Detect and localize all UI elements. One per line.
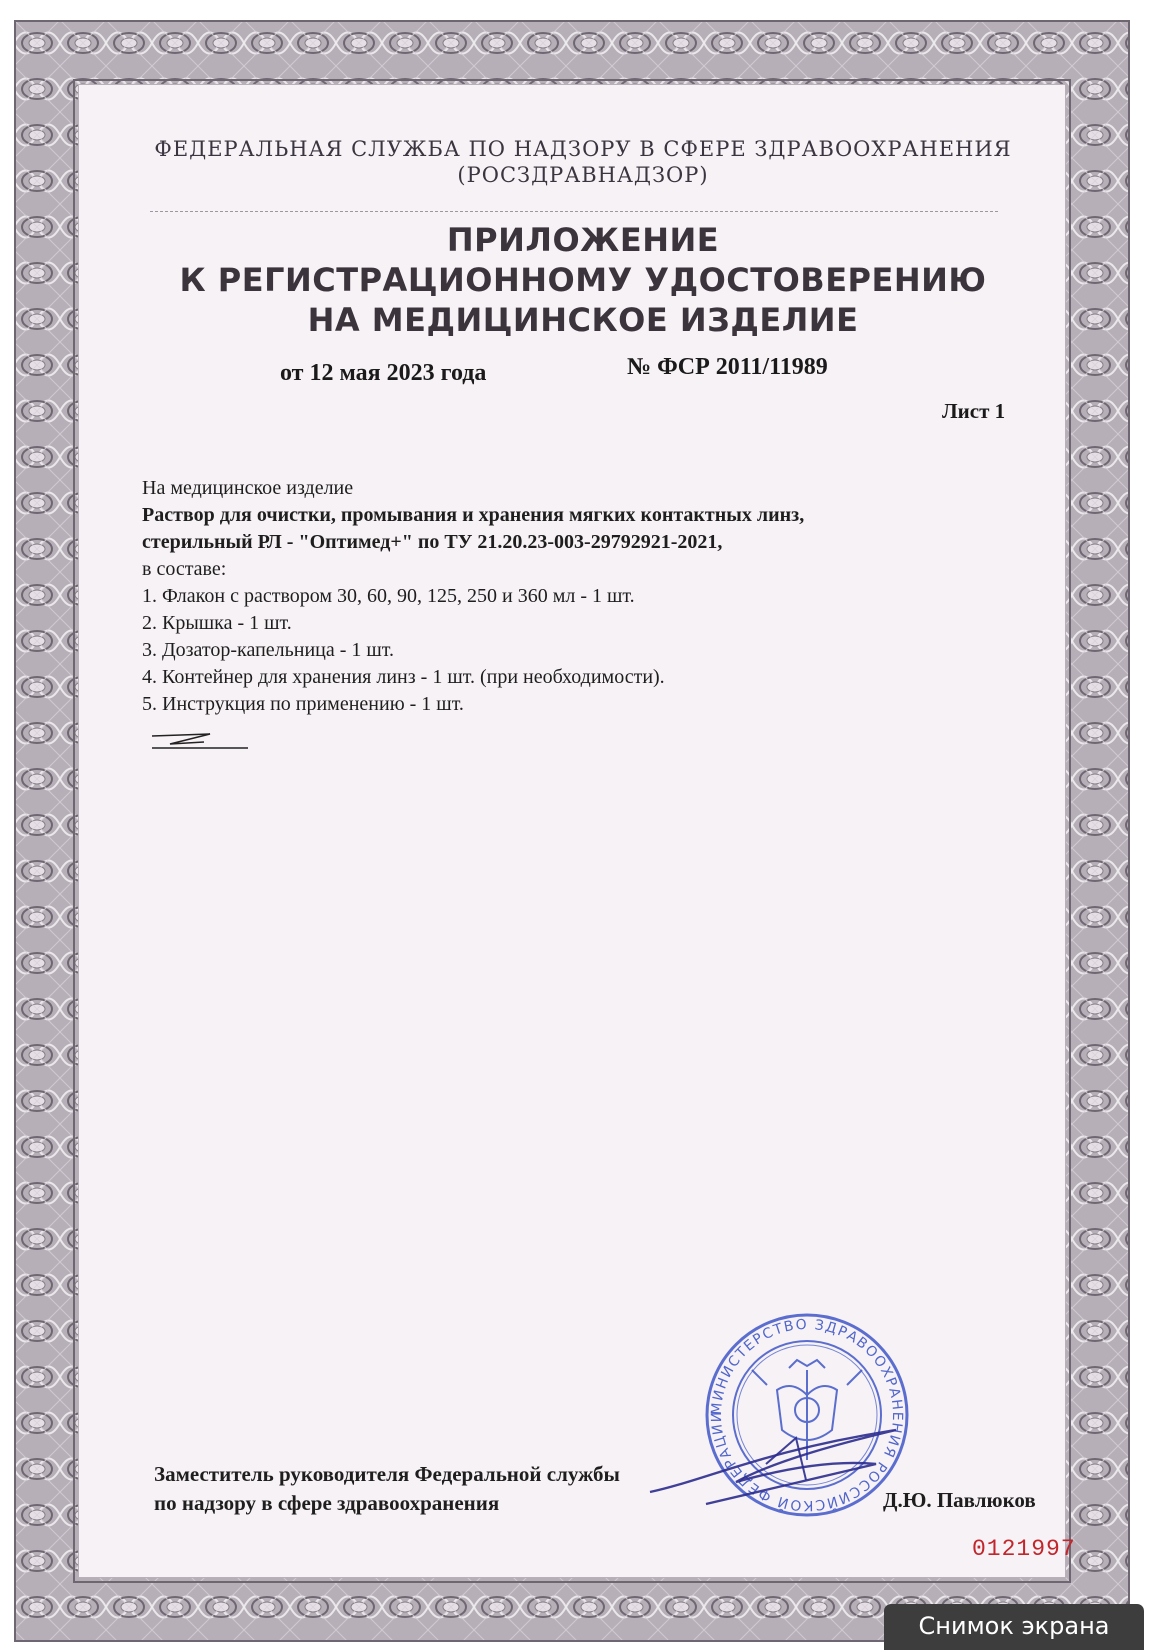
list-item: 1. Флакон с раствором 30, 60, 90, 125, 250 и 360 мл - 1 шт. [142,585,635,607]
serial-number: 0121997 [972,1536,1076,1562]
signatory-position [154,1460,620,1518]
sheet-number: Лист 1 [942,399,1006,423]
position-line-1: Заместитель руководителя Федеральной службы [154,1462,620,1486]
list-item: 3. Дозатор-капельница - 1 шт. [142,639,395,661]
product-name-line-1: Раствор для очистки, промывания и хранения мягких контактных линз, [142,504,805,526]
header-divider [150,211,998,213]
issue-date: от 12 мая 2023 года [280,360,487,386]
seal-text: МИНИСТЕРСТВО ЗДРАВООХРАНЕНИЯ РОССИЙСКОЙ ФЕДЕРАЦИИ [708,1316,906,1514]
title-line-2: К РЕГИСТРАЦИОННОМУ УДОСТОВЕРЕНИЮ [179,261,987,299]
list-item: 4. Контейнер для хранения линз - 1 шт. (при необходимости). [142,666,665,688]
list-item: 5. Инструкция по применению - 1 шт. [142,693,464,715]
screenshot-badge: Снимок экрана [884,1604,1144,1650]
signature [646,1420,916,1510]
document-body [142,475,1002,718]
title-line-3: НА МЕДИЦИНСКОЕ ИЗДЕЛИЕ [307,301,859,339]
agency-abbr: (РОСЗДРАВНАДЗОР) [457,163,709,187]
product-name-line-2: стерильный РЛ - "Оптимед+" по ТУ 21.20.23-003-29792921-2021, [142,531,723,553]
registration-number: № ФСР 2011/11989 [627,354,828,380]
title-line-1: ПРИЛОЖЕНИЕ [446,221,720,259]
agency-header [0,136,1166,188]
agency-name: ФЕДЕРАЛЬНАЯ СЛУЖБА ПО НАДЗОРУ В СФЕРЕ ЗДРАВООХРАНЕНИЯ [154,137,1012,161]
position-line-2: по надзору в сфере здравоохранения [154,1491,500,1515]
initials-mark [150,728,250,756]
document-title [0,220,1166,340]
list-item: 2. Крышка - 1 шт. [142,612,292,634]
signatory-name: Д.Ю. Павлюков [883,1488,1036,1512]
composition-label: в составе: [142,558,227,580]
intro-text: На медицинское изделие [142,477,354,499]
